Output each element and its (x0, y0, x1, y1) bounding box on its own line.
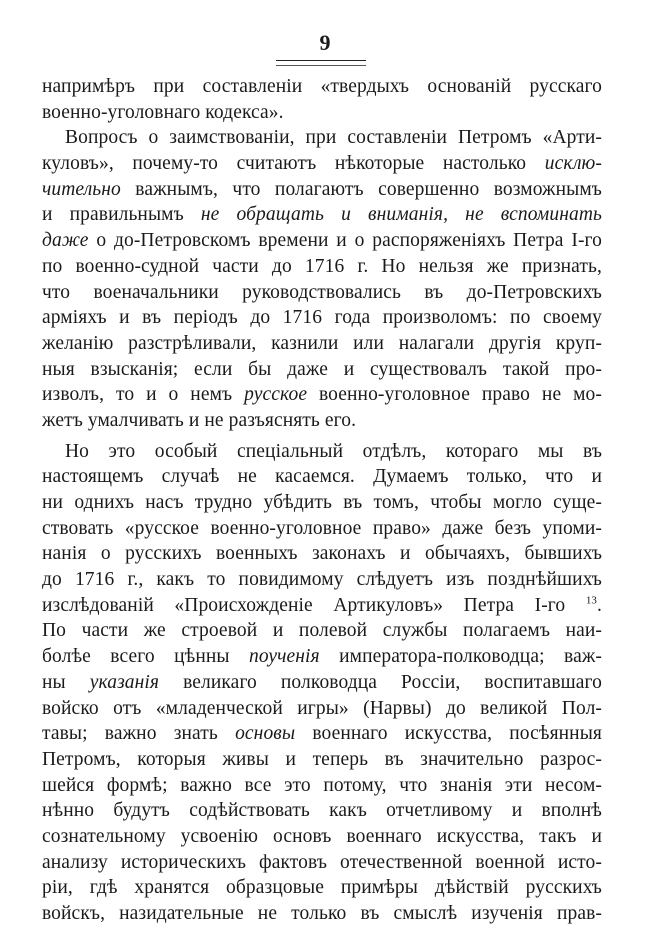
text-line (42, 177, 602, 203)
text-line (42, 644, 602, 670)
text-line (42, 151, 602, 177)
text-line (42, 254, 602, 280)
text-line (42, 305, 602, 331)
text-line (42, 439, 602, 465)
text-segment: куловъ», почему-то считаютъ нѣкоторые настолько (42, 153, 545, 175)
footnote-ref: 13 (585, 594, 598, 607)
italic-text: исклю- (544, 153, 602, 175)
text-segment: жетъ умалчивать и не разъяснять его. (42, 409, 357, 431)
text-line (42, 618, 602, 644)
text-segment: императора-полководца; важ- (319, 646, 603, 668)
text-segment: ствовать «русское военно-уголовное право» даже безъ упоми- (42, 517, 602, 539)
italic-text: русское (244, 384, 308, 406)
text-segment: шейся формѣ; важно все это потому, что знанія эти несом- (42, 774, 602, 796)
italic-text: указанія (89, 671, 160, 693)
text-line (42, 408, 602, 434)
text-segment: ны (42, 671, 90, 693)
text-segment: великаго полководца Россіи, воспитавшаго (159, 671, 602, 693)
text-line (42, 382, 602, 408)
text-line (42, 798, 602, 824)
text-line (42, 357, 602, 383)
text-segment: военно-уголовнаго кодекса». (42, 101, 284, 123)
text-segment: по военно-судной части до 1716 г. Но нельзя же признать, (42, 255, 602, 277)
italic-text: не обращать и вниманія, не вспоминать (200, 204, 602, 226)
text-line (42, 280, 602, 306)
text-line (42, 696, 602, 722)
text-line (42, 541, 602, 567)
italic-text: основы (235, 723, 296, 745)
text-line (42, 567, 602, 593)
text-segment: желанію разстрѣливали, казнили или налагали другія круп- (42, 332, 602, 354)
text-segment: нѣнно будутъ содѣйствовать какъ отчетливому и вполнѣ (42, 800, 602, 822)
text-line (42, 721, 602, 747)
body-text (42, 74, 602, 927)
text-segment: ныя взысканія; если бы даже и существовалъ такой про- (42, 358, 602, 380)
italic-text: поученія (249, 646, 320, 668)
text-line (42, 824, 602, 850)
text-segment: войско отъ «младенческой игры» (Нарвы) до великой Пол- (42, 697, 602, 719)
text-segment: ріи, гдѣ хранятся образцовые примѣры дѣйствій русскихъ (42, 877, 602, 899)
text-line (42, 331, 602, 357)
italic-text: чительно (42, 178, 121, 200)
text-segment: изслѣдованій «Происхожденіе Артикуловъ» Петра I-го (42, 594, 586, 616)
text-line (42, 125, 602, 151)
text-segment: о до-Петровскомъ времени и о распоряженіяхъ Петра I-го (88, 230, 602, 252)
text-segment: арміяхъ и въ періодъ до 1716 года произволомъ: по своему (42, 307, 602, 329)
text-segment: настоящемъ случаѣ не касаемся. Думаемъ только, что и (42, 466, 602, 488)
text-segment: что военачальники руководствовались въ до-Петровскихъ (42, 281, 602, 303)
text-line (42, 747, 602, 773)
text-line (42, 490, 602, 516)
text-line (42, 773, 602, 799)
text-line (42, 100, 602, 126)
text-line (42, 516, 602, 542)
text-line (42, 670, 602, 696)
text-segment: ни однихъ насъ трудно убѣдить въ томъ, чтобы могло суще- (42, 492, 602, 513)
text-segment: анализу историческихъ фактовъ отечественной военной исто- (42, 851, 602, 873)
italic-text: даже (42, 230, 89, 252)
text-segment: напримѣръ при составленіи «твердыхъ основаній русскаго (42, 76, 602, 97)
text-line (42, 228, 602, 254)
page-number: 9 (319, 30, 331, 55)
text-segment: Вопросъ о заимствованіи, при составленіи Петромъ «Арти- (65, 127, 602, 149)
text-segment: военнаго искусства, посѣянныя (295, 723, 602, 745)
text-segment: военно-уголовное право не мо- (307, 384, 603, 406)
text-line (42, 74, 602, 100)
text-segment: и правильнымъ (42, 204, 201, 226)
text-segment: войскъ, назидательные не только въ смыслѣ изученія прав- (42, 903, 602, 924)
text-line (42, 850, 602, 876)
text-line (42, 464, 602, 490)
text-segment: до 1716 г., какъ то повидимому слѣдуетъ изъ позднѣйшихъ (42, 569, 602, 591)
text-line (42, 901, 602, 927)
text-line (42, 202, 602, 228)
text-line (42, 875, 602, 901)
text-segment: сознательному усвоенію основъ военнаго искусства, такъ и (42, 825, 602, 847)
text-segment: Но это особый спеціальный отдѣлъ, котораго мы въ (65, 440, 602, 462)
text-segment: По части же строевой и полевой службы полагаемъ наи- (42, 620, 602, 642)
text-line (42, 593, 602, 619)
text-segment: . (597, 594, 602, 616)
text-segment: нанія о русскихъ военныхъ законахъ и обычаяхъ, бывшихъ (42, 543, 602, 565)
page-number-rule (276, 60, 366, 66)
text-segment: тавы; важно знать (42, 723, 236, 745)
text-segment: болѣе всего цѣнны (42, 646, 250, 668)
text-segment: изволъ, то и о немъ (42, 384, 245, 406)
text-segment: важнымъ, что полагаютъ совершенно возможнымъ (120, 178, 602, 200)
text-segment: Петромъ, которыя живы и теперь въ значительно разрос- (42, 748, 602, 770)
